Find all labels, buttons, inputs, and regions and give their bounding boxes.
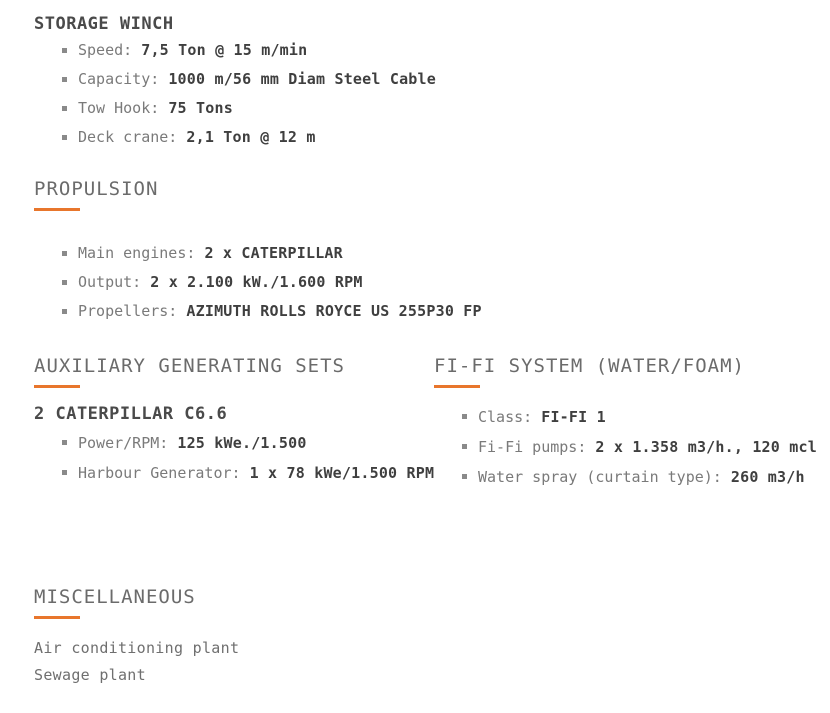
- list-item: [62, 38, 830, 63]
- spec-label: Capacity:: [78, 70, 160, 88]
- storage-winch-section: [0, 14, 830, 154]
- spec-value: 2 x 1.358 m3/h., 120 mcl: [595, 438, 817, 456]
- spec-label: Fi-Fi pumps:: [478, 438, 587, 456]
- storage-winch-title: STORAGE WINCH: [34, 14, 174, 34]
- spec-value: FI-FI 1: [541, 408, 606, 426]
- storage-winch-list: [34, 38, 830, 150]
- accent-rule: [34, 208, 80, 211]
- spec-label: Water spray (curtain type):: [478, 468, 722, 486]
- miscellaneous-section: [0, 586, 830, 689]
- list-item: [62, 67, 830, 92]
- spec-value: 1 x 78 kWe/1.500 RPM: [249, 464, 435, 482]
- spec-label: Main engines:: [78, 244, 196, 262]
- fifi-system-section: [400, 355, 830, 494]
- spec-label: Harbour Generator:: [78, 464, 241, 482]
- list-item: [62, 430, 449, 456]
- propulsion-section: [0, 178, 830, 328]
- spec-label: Deck crane:: [78, 128, 178, 146]
- list-item: [62, 96, 830, 121]
- miscellaneous-line: Sewage plant: [34, 666, 146, 684]
- spec-label: Propellers:: [78, 302, 178, 320]
- accent-rule: [34, 385, 80, 388]
- list-item: [62, 270, 830, 295]
- list-item: [62, 299, 830, 324]
- spec-value: AZIMUTH ROLLS ROYCE US 255P30 FP: [186, 302, 482, 320]
- spec-value: 1000 m/56 mm Diam Steel Cable: [168, 70, 437, 88]
- auxiliary-title: AUXILIARY GENERATING SETS: [34, 355, 345, 377]
- propulsion-list: [34, 227, 830, 324]
- list-item: [62, 125, 830, 150]
- list-item: [62, 460, 449, 486]
- spec-label: Tow Hook:: [78, 99, 160, 117]
- propulsion-title: PROPULSION: [34, 178, 159, 200]
- spec-value: 2,1 Ton @ 12 m: [186, 128, 316, 146]
- spec-label: Power/RPM:: [78, 434, 169, 452]
- fifi-title: FI-FI SYSTEM (WATER/FOAM): [434, 355, 745, 377]
- fifi-list: [434, 404, 830, 490]
- spec-label: Output:: [78, 273, 142, 291]
- spec-label: Speed:: [78, 41, 133, 59]
- list-item: [462, 404, 830, 430]
- miscellaneous-line: Air conditioning plant: [34, 639, 240, 657]
- spec-label: Class:: [478, 408, 533, 426]
- spec-value: 125 kWe./1.500: [177, 434, 307, 452]
- list-item: [462, 464, 830, 490]
- spec-value: 260 m3/h: [730, 468, 805, 486]
- accent-rule: [434, 385, 480, 388]
- miscellaneous-title: MISCELLANEOUS: [34, 586, 196, 608]
- spec-value: 2 x 2.100 kW./1.600 RPM: [150, 273, 363, 291]
- auxiliary-subtitle: 2 CATERPILLAR C6.6: [34, 404, 228, 424]
- spec-value: 75 Tons: [168, 99, 233, 117]
- spec-value: 2 x CATERPILLAR: [204, 244, 343, 262]
- list-item: [462, 434, 830, 460]
- spec-value: 7,5 Ton @ 15 m/min: [141, 41, 308, 59]
- auxiliary-list: [34, 430, 449, 486]
- accent-rule: [34, 616, 80, 619]
- list-item: [62, 241, 830, 266]
